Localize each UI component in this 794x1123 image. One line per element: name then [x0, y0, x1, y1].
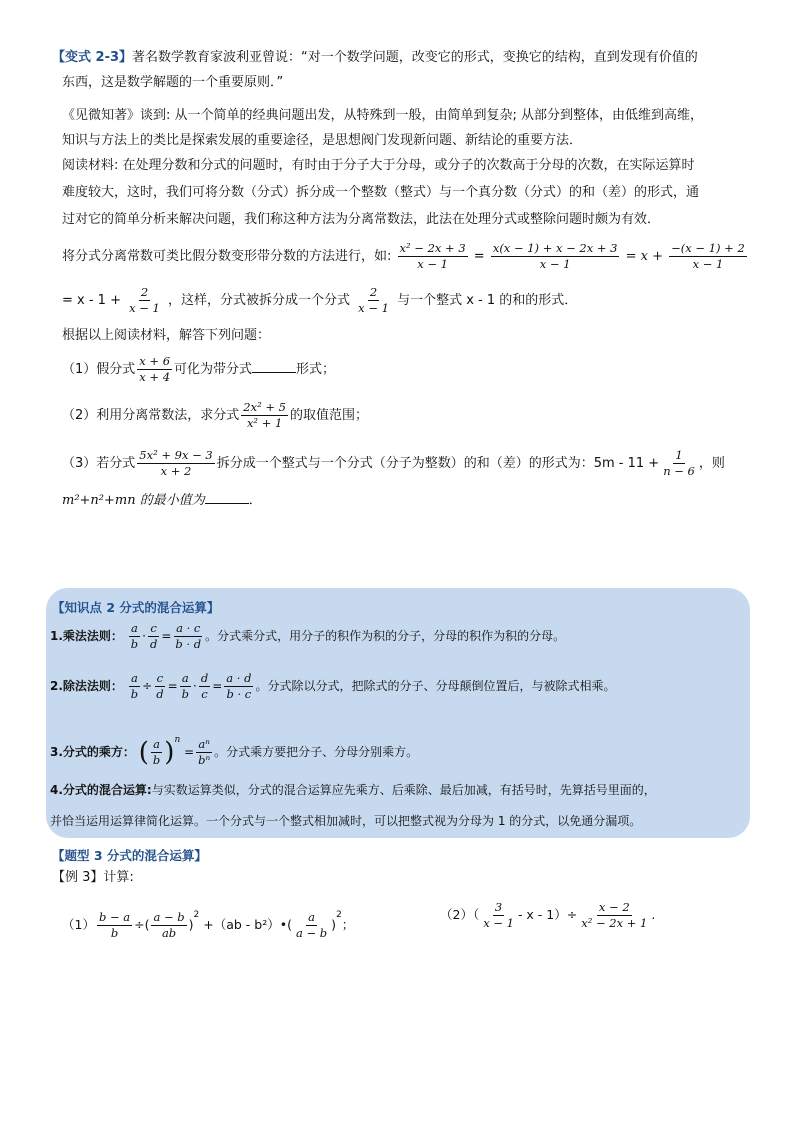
q3-answer-blank[interactable]: [205, 491, 249, 504]
example-fraction-1: $\frac{\text{x² − 2x + 3}}{x - 1}$: [399, 241, 466, 271]
question-3-line-2: m²+n²+mn 的最小值为 ．: [62, 493, 262, 508]
example-fraction-3: $\frac{-(x - 1) + 2}{x - 1}$: [671, 241, 745, 271]
variant-line-1: [52, 49, 698, 67]
question-1: （1）假分式 $\frac{x + 6}{x + 4}$ 可化为带分式 形式；: [62, 354, 336, 384]
example2-fraction-1: $\frac{2}{x - 1}$: [129, 285, 160, 315]
paragraph2-line-2: 知识与方法上的类比是探索发展的重要途径，是思想阀门发现新问题、新结论的重要方法．: [62, 133, 583, 148]
rule-power: 3.分式的乘方： ( $\frac{a}{b}$ )$^n$ = $\frac{\text{aⁿ}}{\text{bⁿ}}$ 。分式乘方要把分子、分母分别乘方。: [50, 735, 419, 768]
question-2: （2）利用分离常数法，求分式 $\frac{\text{2x² + 5}}{\text{x² + 1}}$ 的取值范围；: [62, 400, 368, 430]
paragraph3-line-1: 阅读材料: 在处理分数和分式的问题时，有时由于分子大于分母，或分子的次数高于分母的次数，在实际运算时: [62, 158, 695, 173]
example-intro: 将分式分离常数可类比假分数变形带分数的方法进行，如:: [62, 249, 392, 264]
knowledge-title: 【知识点 2 分式的混合运算】: [52, 600, 220, 615]
example-line-2: = x - 1 + $\frac{2}{x - 1}$ ，这样，分式被拆分成一个分式 $\frac{2}{x - 1}$ 与一个整式 x - 1 的和的形式．: [62, 285, 578, 315]
example-line: 将分式分离常数可类比假分数变形带分数的方法进行，如: $\frac{\text{x² − 2x + 3}}{x - 1}$ = $\frac{x(x - 1) + x - 2x + 3}{x - 1}$ = x + $\frac{-(x - 1) + 2}{x - 1}$: [62, 241, 745, 271]
paragraph2-line-1: 《见微知著》谈到: 从一个简单的经典问题出发，从特殊到一般，由简单到复杂; 从部分到整体，由低维到高维，: [62, 108, 704, 123]
variant-tag: 【变式 2-3】: [52, 50, 133, 65]
knowledge-point-box: [46, 588, 750, 838]
example-fraction-2: $\frac{x(x - 1) + x - 2x + 3}{x - 1}$: [492, 241, 618, 271]
paragraph3-line-3: 过对它的简单分析来解决问题，我们称这种方法为分离常数法，此法在处理分式或整除问题时颇为有效．: [62, 212, 661, 227]
rule-mixed-line-1: 4.分式的混合运算:与实数运算类似，分式的混合运算应先乘方、后乘除、最后加减，有括号时，先算括号里面的，: [50, 783, 656, 797]
q3-fraction-2: $\frac{1}{n - 6}$: [663, 448, 695, 478]
example3-part-1: （1） $\frac{b - a}{b}$ ÷( $\frac{a - b}{ab}$ )$^2$ +（ab - b²）•( $\frac{a}{a - b}$ )$^2$；: [62, 910, 355, 940]
rule-multiplication: 1.乘法法则： $\frac{a}{b}$ · $\frac{c}{d}$ = $\frac{a \cdot c}{b \cdot d}$ 。分式乘分式，用分子的积作为积的分子，分母的积作为积的分母。: [50, 621, 566, 651]
quote-line-1: 著名数学教育家波利亚曾说：“对一个数学问题，改变它的形式，变换它的结构，直到发现有价值的: [132, 50, 698, 65]
example3-part-2: （2）（ $\frac{3}{x - 1}$ - x - 1）÷ $\frac{x - 2}{\text{x² − 2x + 1}}$ .: [440, 900, 656, 930]
ask-line: 根据以上阅读材料，解答下列问题：: [62, 328, 271, 343]
type3-title: 【题型 3 分式的混合运算】: [52, 848, 207, 863]
rule-division: 2.除法法则： $\frac{a}{b}$ ÷ $\frac{c}{d}$ = $\frac{a}{b}$ · $\frac{d}{c}$ = $\frac{a \cdot d}{b \cdot c}$ 。分式除以分式，把除式的分子、分母颠倒位置后，与被除式相乘。: [50, 671, 616, 701]
q3-fraction-1: $\frac{\text{5x² + 9x − 3}}{x + 2}$: [139, 448, 213, 478]
example3-label: 【例 3】计算:: [52, 870, 134, 885]
quote-line-2: 东西，这是数学解题的一个重要原则．”: [62, 75, 284, 90]
paragraph3-line-2: 难度较大，这时，我们可将分数（分式）拆分成一个整数（整式）与一个真分数（分式）的和（差）的形式，通: [62, 185, 700, 200]
question-3: （3）若分式 $\frac{\text{5x² + 9x − 3}}{x + 2}$ 拆分成一个整式与一个分式（分子为整数）的和（差）的形式为：5m - 11 + $\frac{1}{n - 6}$ ，则: [62, 448, 725, 478]
example2-fraction-2: $\frac{2}{x - 1}$: [358, 285, 389, 315]
q1-answer-blank[interactable]: [252, 360, 296, 373]
q1-fraction: $\frac{x + 6}{x + 4}$: [139, 354, 171, 384]
rule-mixed-line-2: 并恰当运用运算律简化运算。一个分式与一个整式相加减时，可以把整式视为分母为 1 的分式，以免通分漏项。: [50, 814, 642, 828]
q2-fraction: $\frac{\text{2x² + 5}}{\text{x² + 1}}$: [243, 400, 286, 430]
